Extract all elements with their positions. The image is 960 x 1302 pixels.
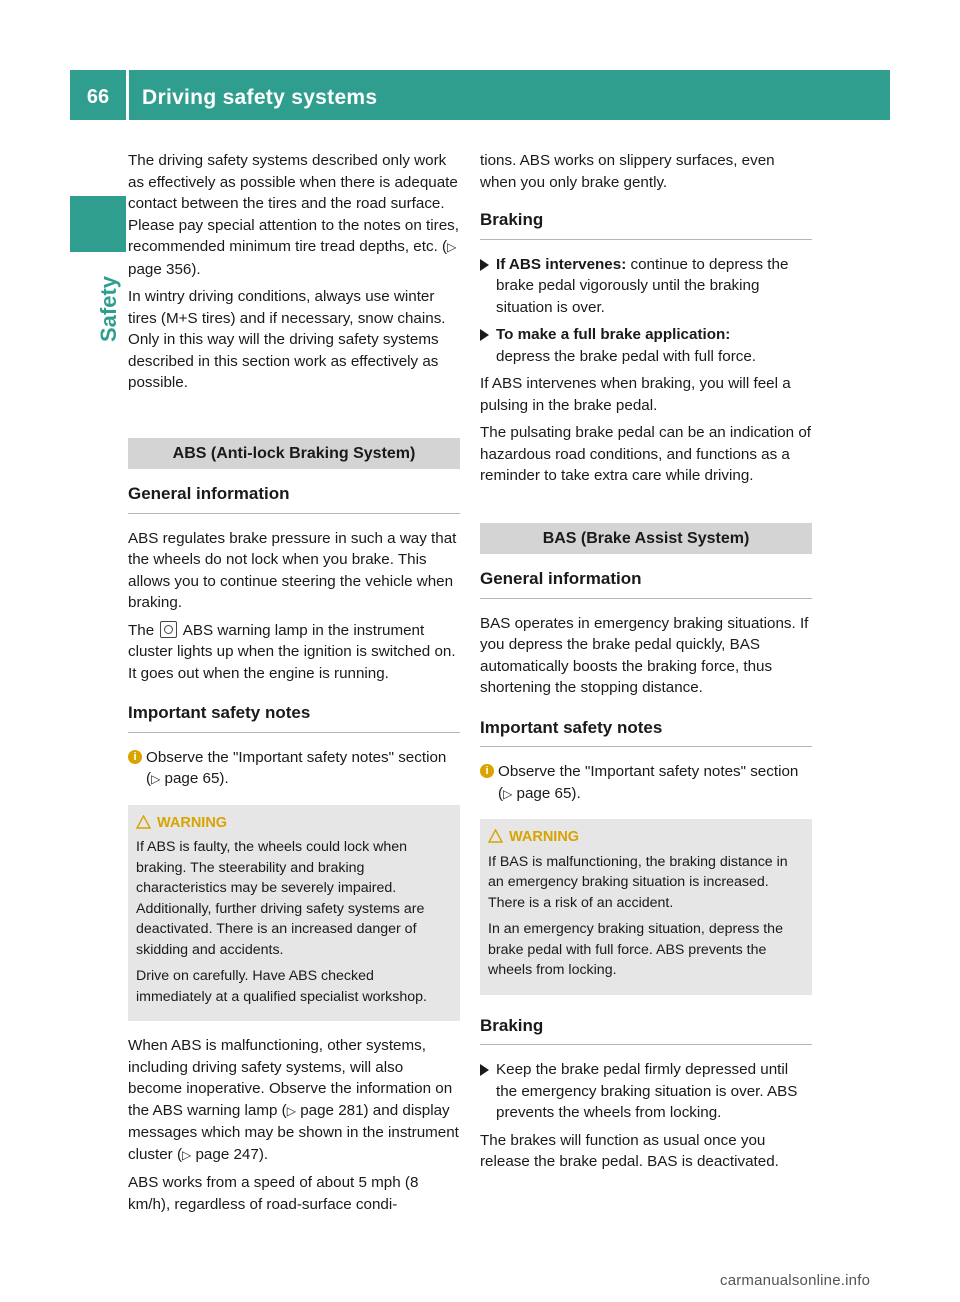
warning-box [128,805,460,1022]
step-keep-pedal: Keep the brake pedal firmly depressed until the emergency braking situation is over. ABS prevents the wheels from locking. [480,1059,812,1124]
indication-paragraph: The pulsating brake pedal can be an indication of hazardous road conditions, and functions as a reminder to take extra care while driving. [480,424,811,484]
page-ref-icon: ▷ [182,1147,192,1162]
safety-notes-heading: Important safety notes [480,717,812,748]
page-ref-icon: ▷ [151,772,161,786]
abs-section-band: ABS (Anti-lock Braking System) [128,438,460,470]
warning-text: If ABS is faulty, the wheels could lock when braking. The steerability and braking characteristics may be severely impaired. Additionally, further driving safety systems are deactivated. There is an increased danger of skidding and accidents. [136,839,425,958]
step-arrow-icon [480,329,489,341]
info-note: i Observe the "Important safety notes" section (▷ page 65). [480,761,812,805]
abs-lamp-paragraph: The ABS warning lamp in the instrument cluster lights up when the ignition is switched on. It goes out when the engine is running. [128,621,456,682]
step-full-brake: To make a full brake application: depress the brake pedal with full force. [480,324,812,367]
continued-paragraph: tions. ABS works on slippery surfaces, even when you only brake gently. [480,152,775,191]
step-arrow-icon [480,259,489,271]
braking-heading: Braking [480,209,812,240]
bas-section-band: BAS (Brake Assist System) [480,523,812,555]
step-abs-intervenes: If ABS intervenes: continue to depress the brake pedal vigorously until the braking situation is over. [480,254,812,319]
page-ref-link[interactable]: page 65). [516,784,581,802]
warning-triangle-icon [136,815,151,829]
info-icon: i [128,750,142,764]
malfunction-paragraph: When ABS is malfunctioning, other systems, including driving safety systems, will also become inoperative. Observe the information on the ABS warning lamp (▷ page 281) and display messages which may be shown in the instrument cluster (▷ page 247). [128,1037,459,1163]
warning-instruction: Drive on carefully. Have ABS checked immediately at a qualified specialist workshop. [136,968,427,1005]
page-ref-link[interactable]: page 65). [164,770,229,787]
page-ref-icon: ▷ [447,240,457,254]
warning-header: WARNING [136,813,452,834]
info-note: i Observe the "Important safety notes" section (▷ page 65). [128,747,460,791]
warning-box [480,819,812,995]
warning-triangle-icon [488,829,503,843]
speed-paragraph: ABS works from a speed of about 5 mph (8 km/h), regardless of road-surface condi- [128,1174,419,1213]
warning-header: WARNING [488,827,804,848]
winter-paragraph: In wintry driving conditions, always use winter tires (M+S tires) and if necessary, snow chains. Only in this way will the driving safety systems described in this section work as effectively as possible. [128,288,446,391]
section-tab [70,196,126,252]
page-ref-link[interactable]: page 356). [128,260,201,278]
step-arrow-icon [480,1064,489,1076]
general-info-heading: General information [128,483,460,514]
pulsing-paragraph: If ABS intervenes when braking, you will feel a pulsing in the brake pedal. [480,375,791,414]
final-paragraph: The brakes will function as usual once you release the brake pedal. BAS is deactivated. [480,1131,779,1170]
braking-heading: Braking [480,1015,812,1046]
abs-description: ABS regulates brake pressure in such a way that the wheels do not lock when you brake. This allows you to continue steering the vehicle when braking. [128,529,457,611]
safety-notes-heading: Important safety notes [128,702,460,733]
page-ref-icon: ▷ [286,1103,296,1118]
right-column [480,150,812,1179]
header-divider [126,70,129,120]
page-number: 66 [86,86,110,108]
page-ref-link[interactable]: page 247). [195,1145,269,1163]
page-ref-icon: ▷ [503,786,513,801]
watermark: carmanualsonline.info [720,1272,871,1289]
page-ref-link[interactable]: page 281) and display messages which may be shown in the instrument cluster ( [128,1101,459,1163]
left-column [128,150,460,1221]
abs-warning-lamp-icon [160,621,177,638]
warning-instruction: In an emergency braking situation, depress the brake pedal with full force. ABS prevents the wheels from locking. [488,921,783,978]
bas-description: BAS operates in emergency braking situations. If you depress the brake pedal quickly, BAS automatically boosts the braking force, thus shortening the stopping distance. [480,614,809,696]
general-info-heading: General information [480,568,812,599]
page-title: Driving safety systems [142,86,378,109]
intro-paragraph: The driving safety systems described only work as effectively as possible when there is adequate contact between the tires and the road surface. Please pay special attention to the notes on tires, recommended minimum tire tread depths, etc. (▷ page 356). [128,152,459,278]
info-icon: i [480,764,494,778]
section-label: Safety [96,275,121,342]
warning-text: If BAS is malfunctioning, the braking distance in an emergency braking situation is increased. There is a risk of an accident. [488,853,788,911]
